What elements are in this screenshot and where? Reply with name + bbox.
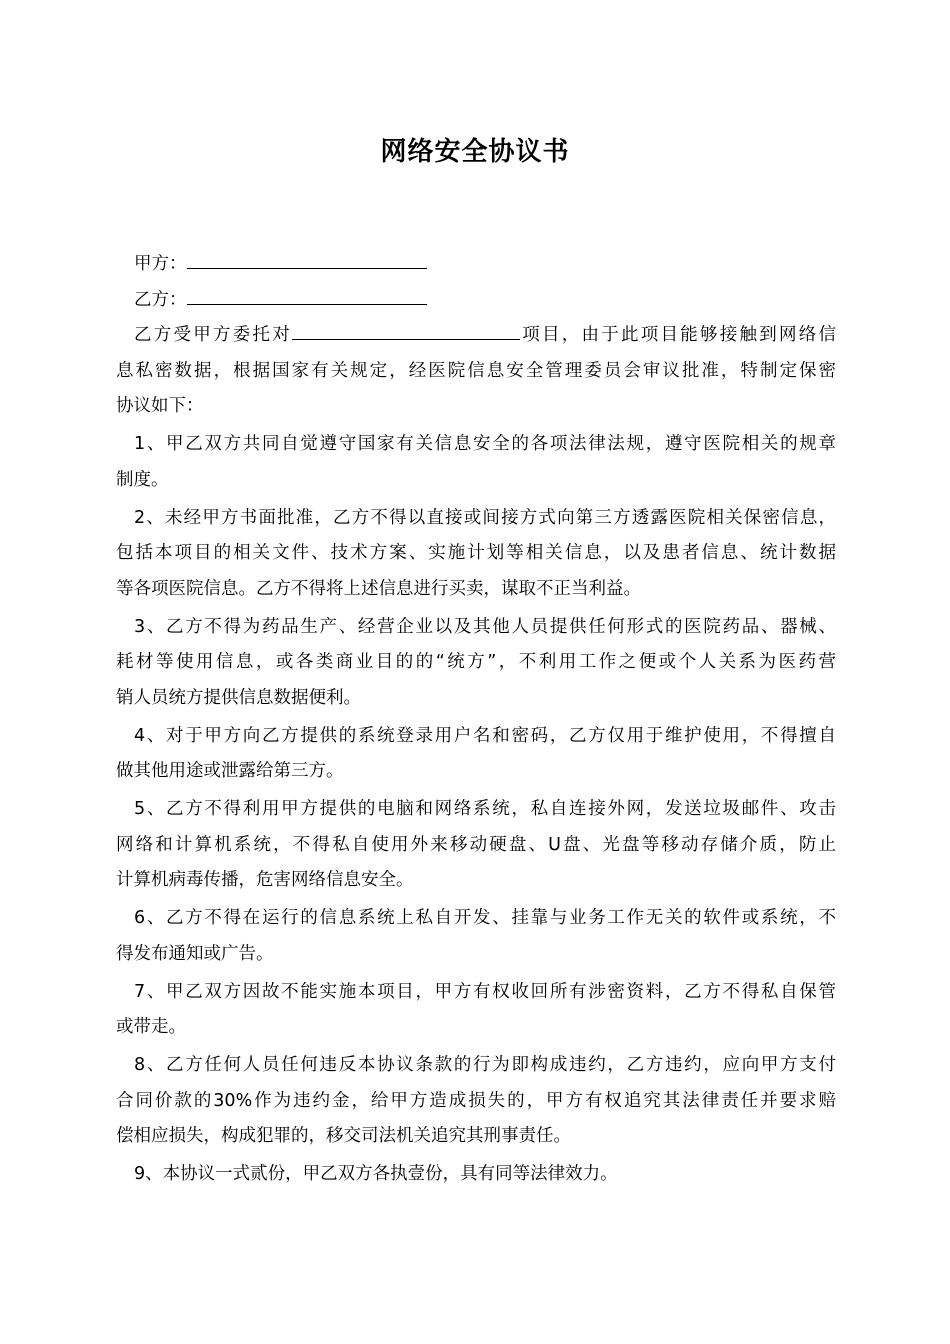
party-a-label: 甲方： [134,254,187,274]
intro-line-3: 协议如下： [116,396,204,416]
clause-line: 4、对于甲方向乙方提供的系统登录用户名和密码，乙方仅用于维护使用，不得擅自 [134,725,836,746]
party-b-blank [187,282,427,305]
intro-paragraph [116,317,836,425]
clause-line: 8、乙方任何人员任何违反本协议条款的行为即构成违约，乙方违约，应向甲方支付 [134,1055,836,1075]
clause-1 [116,427,836,498]
clause-line: 或带走。 [116,1017,186,1037]
clause-2 [116,501,836,608]
clause-6 [116,901,836,972]
intro-line-1 [116,317,836,354]
clause-4 [116,719,836,790]
document-body [116,246,836,1195]
party-b-row [116,282,836,318]
clause-list [116,427,836,1193]
clause-3 [116,610,836,717]
clause-8 [116,1048,836,1155]
clause-9 [116,1157,836,1193]
clause-line: 等各项医院信息。乙方不得将上述信息进行买卖，谋取不正当利益。 [116,578,641,599]
intro-line-2: 息私密数据，根据国家有关规定，经医院信息安全管理委员会审议批准，特制定保密 [116,360,836,381]
clause-line: 耗材等使用信息，或各类商业目的的“统方”，不利用工作之便或个人关系为医药营 [116,652,836,672]
document-title: 网络安全协议书 [380,137,570,167]
clause-line: 做其他用途或泄露给第三方。 [116,761,344,781]
project-blank [292,317,520,340]
clause-line: 6、乙方不得在运行的信息系统上私自开发、挂靠与业务工作无关的软件或系统，不 [134,908,836,928]
clause-line: 1、甲乙双方共同自觉遵守国家有关信息安全的各项法律法规，遵守医院相关的规章 [134,434,836,454]
clause-5 [116,792,836,899]
intro-before-blank: 乙方受甲方委托对 [134,325,292,345]
clause-line: 制度。 [116,469,169,490]
clause-line: 得发布通知或广告。 [116,943,274,964]
party-b-label: 乙方： [134,289,187,310]
clause-line: 9、本协议一式贰份，甲乙双方各执壹份，具有同等法律效力。 [134,1164,618,1184]
clause-line: 7、甲乙双方因故不能实施本项目，甲方有权收回所有涉密资料，乙方不得私自保管 [134,981,836,1002]
party-a-row [116,246,836,282]
clause-line: 5、乙方不得利用甲方提供的电脑和网络系统，私自连接外网，发送垃圾邮件、攻击 [134,799,836,819]
intro-after-blank: 项目，由于此项目能够接触到网络信 [520,325,836,345]
clause-line: 2、未经甲方书面批准，乙方不得以直接或间接方式向第三方透露医院相关保密信息， [134,507,836,528]
clause-line: 包括本项目的相关文件、技术方案、实施计划等相关信息，以及患者信息、统计数据 [116,543,836,563]
clause-line: 合同价款的30%作为违约金，给甲方造成损失的，甲方有权追究其法律责任并要求赔 [116,1090,836,1111]
clause-line: 3、乙方不得为药品生产、经营企业以及其他人员提供任何形式的医院药品、器械、 [134,616,836,637]
clause-line: 网络和计算机系统，不得私自使用外来移动硬盘、U盘、光盘等移动存储介质，防止 [116,834,836,855]
clause-line: 销人员统方提供信息数据便利。 [116,687,361,708]
clause-7 [116,975,836,1046]
clause-line: 计算机病毒传播，危害网络信息安全。 [116,870,414,890]
clause-line: 偿相应损失，构成犯罪的，移交司法机关追究其刑事责任。 [116,1126,571,1146]
party-a-blank [187,246,427,269]
